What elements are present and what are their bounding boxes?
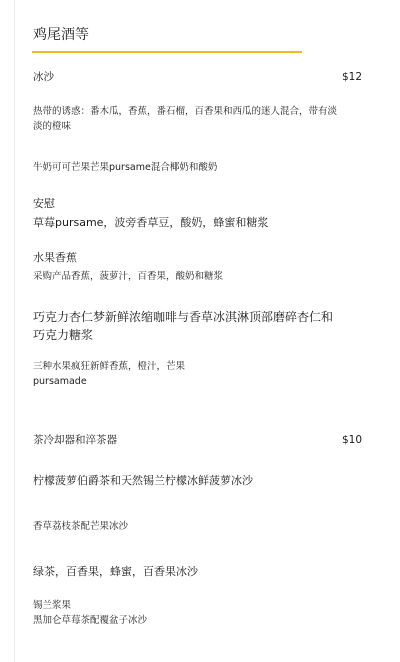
tea-green-passionfruit: 绿茶，百香果，蜂蜜，百香果冰沙 bbox=[33, 565, 198, 578]
tea-ceylon-berry-desc: 黑加仑草莓茶配覆盆子冰沙 bbox=[33, 615, 148, 626]
tea-vanilla-lychee: 香草荔枝茶配芒果冰沙 bbox=[33, 521, 129, 532]
smoothie-banana-desc: 采购产品香蕉，菠萝汁，百香果，酸奶和糖浆 bbox=[33, 271, 224, 282]
page-title: 鸡尾酒等 bbox=[33, 27, 89, 43]
title-accent-underline bbox=[32, 51, 302, 53]
smoothie-comfort-desc: 草莓pursame，波旁香草豆，酸奶，蜂蜜和糖浆 bbox=[33, 216, 269, 229]
section-smoothies-name: 冰沙 bbox=[33, 71, 54, 83]
section-smoothies-price: $12 bbox=[341, 71, 362, 83]
smoothie-three-fruit-line1: 三种水果疯狂新鲜香蕉，橙汁，芒果 bbox=[33, 361, 186, 372]
smoothie-tropical-desc: 热带的诱惑：番木瓜，香蕉，番石榴，百香果和西瓜的迷人混合，带有淡淡的橙味 bbox=[33, 106, 338, 132]
page-edge-divider bbox=[14, 0, 15, 662]
tea-ceylon-berry-name: 锡兰浆果 bbox=[33, 600, 72, 611]
smoothie-three-fruit-line2: pursamade bbox=[33, 376, 87, 387]
smoothie-banana-name: 水果香蕉 bbox=[33, 251, 77, 264]
smoothie-comfort-name: 安慰 bbox=[33, 197, 55, 210]
section-tea-coolers-name: 茶冷却器和淬茶器 bbox=[33, 434, 117, 446]
smoothie-mango-desc: 牛奶可可芒果芒果pursame混合椰奶和酸奶 bbox=[33, 162, 218, 173]
smoothie-chocolate-almond: 巧克力杏仁梦新鲜浓缩咖啡与香草冰淇淋顶部磨碎杏仁和巧克力糖浆 bbox=[33, 310, 334, 342]
tea-lemon-pineapple: 柠檬菠萝伯爵茶和天然锡兰柠檬冰鲜菠萝冰沙 bbox=[33, 474, 253, 487]
section-tea-coolers-price: $10 bbox=[341, 434, 362, 446]
